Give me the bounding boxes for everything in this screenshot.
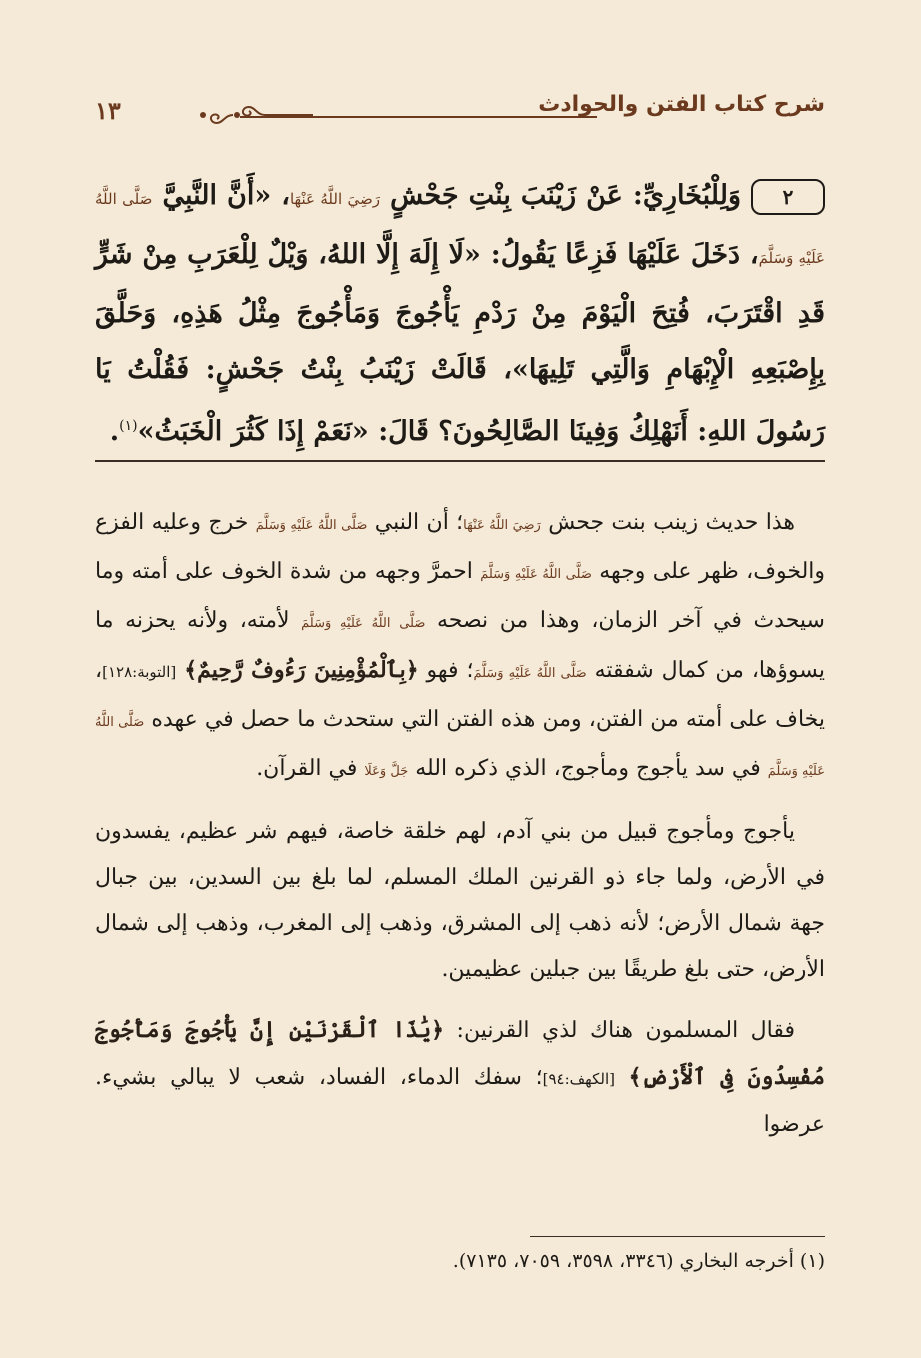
text-run: فقال المسلمون هناك لذي القرنين:	[456, 1018, 795, 1043]
running-header	[95, 92, 825, 132]
salawat-glyph: صَلَّى اللَّهُ عَلَيْهِ وَسَلَّمَ	[301, 616, 426, 631]
commentary-paragraph-2: يأجوج ومأجوج قبيل من بني آدم، لهم خلقة خاصة، فيهم شر عظيم، يفسدون في الأرض، ولما جاء ذو القرنين الملك المسلم، لما بلغ بين السدين، بين جبال جهة شمال الأرض؛ لأنه ذهب إلى المشرق، وذهب إلى المغرب، وذهب إلى شمال الأرض، حتى بلغ طريقًا بين جبلين عظيمين.	[95, 819, 825, 982]
running-title: شرح كتاب الفتن والحوادث	[538, 92, 825, 117]
text-run: في سد يأجوج ومأجوج، الذي ذكره الله	[415, 756, 761, 781]
commentary	[95, 500, 825, 1162]
section-divider	[95, 460, 825, 462]
quran-verse: ﴿يَٰذَا ٱلْقَرْنَيْنِ إِنَّ يَأْجُوجَ وَمَأْجُوجَ مُفْسِدُونَ فِى ٱلْأَرْضِ﴾	[95, 1017, 825, 1090]
hadith-quote-body: ، دَخَلَ عَلَيْهَا فَزِعًا يَقُولُ: «لَا إِلَهَ إِلَّا اللهُ، وَيْلٌ لِلْعَرَبِ مِنْ شَرٍّ قَدِ اقْتَرَبَ، فُتِحَ الْيَوْمَ مِنْ رَدْمِ يَأْجُوجَ وَمَأْجُوجَ مِثْلُ هَذِهِ، وَحَلَّقَ بِإِصْبَعِهِ الْإِبْهَامِ وَالَّتِي تَلِيهَا»، قَالَتْ زَيْنَبُ بِنْتُ جَحْشٍ: فَقُلْتُ يَا رَسُولَ اللهِ: أَنَهْلِكُ وَفِينَا الصَّالِحُونَ؟ قَالَ: «نَعَمْ إِذَا كَثُرَ الْخَبَثُ»	[95, 239, 825, 447]
salawat-glyph: صَلَّى اللَّهُ عَلَيْهِ وَسَلَّمَ	[480, 567, 592, 582]
hadith-end: .	[109, 416, 120, 447]
hadith-number-box: ٢	[751, 179, 825, 215]
text-run: لأمته، ولأنه يحزنه ما يسوؤها، من كمال شفقته	[95, 608, 825, 683]
salawat-glyph: صَلَّى اللَّهُ عَلَيْهِ وَسَلَّمَ	[473, 666, 587, 681]
text-run: هذا حديث زينب بنت جحش	[548, 510, 796, 535]
text-run: ؛ فهو	[426, 658, 474, 683]
verse-reference: [التوبة:١٢٨]	[102, 663, 177, 681]
scroll-ornament-icon	[195, 101, 315, 127]
salawat-glyph: صَلَّى اللَّهُ عَلَيْهِ وَسَلَّمَ	[255, 518, 368, 533]
honorific-female: رَضِيَ اللَّهُ عَنْهَا	[463, 518, 541, 533]
text-run: ، يخاف على أمته من الفتن، ومن هذه الفتن التي ستحدث ما حصل في عهده	[95, 658, 826, 732]
hadith-quote-start: «أَنَّ النَّبِيَّ	[162, 180, 272, 211]
hadith-text: ٢وَلِلْبُخَارِيِّ: عَنْ زَيْنَبَ بِنْتِ جَحْشٍ رَضِيَ اللَّهُ عَنْهَا، «أَنَّ النَّبِيَّ صَلَّى اللَّهُ عَلَيْهِ وَسَلَّمَ، دَخَلَ عَلَيْهَا فَزِعًا يَقُولُ: «لَا إِلَهَ إِلَّا اللهُ، وَيْلٌ لِلْعَرَبِ مِنْ شَرٍّ قَدِ اقْتَرَبَ، فُتِحَ الْيَوْمَ مِنْ رَدْمِ يَأْجُوجَ وَمَأْجُوجَ مِثْلُ هَذِهِ، وَحَلَّقَ بِإِصْبَعِهِ الْإِبْهَامِ وَالَّتِي تَلِيهَا»، قَالَتْ زَيْنَبُ بِنْتُ جَحْشٍ: فَقُلْتُ يَا رَسُولَ اللهِ: أَنَهْلِكُ وَفِينَا الصَّالِحُونَ؟ قَالَ: «نَعَمْ إِذَا كَثُرَ الْخَبَثُ»$^{(١)}$.	[95, 180, 825, 447]
text-run: ؛ سفك الدماء، الفساد، شعب لا يبالي بشيء. عرضوا	[95, 1065, 825, 1137]
text-run: احمرَّ وجهه من شدة الخوف على أمته وما سيحدث في آخر الزمان، وهذا من نصحه	[95, 559, 825, 633]
footnote-mark: (١)	[119, 418, 138, 434]
commentary-paragraph-3	[95, 1007, 825, 1148]
text-run: ؛ أن النبي	[374, 510, 464, 535]
honorific-allah: جَلَّ وَعَلَا	[364, 764, 409, 779]
hadith-intro: وَلِلْبُخَارِيِّ: عَنْ زَيْنَبَ بِنْتِ جَحْشٍ	[390, 180, 742, 211]
footnote-rule	[530, 1236, 825, 1237]
text-run: خرج وعليه الفزع والخوف، ظهر على وجهه	[95, 510, 826, 584]
commentary-paragraph-1	[95, 500, 825, 795]
footnote: (١) أخرجه البخاري (٣٣٤٦، ٣٥٩٨، ٧٠٥٩، ٧١٣٥).	[452, 1250, 825, 1272]
salawat-glyph: صَلَّى اللَّهُ عَلَيْهِ وَسَلَّمَ	[95, 715, 825, 779]
verse-reference: [الكهف:٩٤]	[542, 1070, 615, 1088]
honorific-female: رَضِيَ اللَّهُ عَنْهَا	[289, 190, 381, 208]
text-run: في القرآن.	[256, 756, 358, 781]
page-number: ١٣	[95, 96, 121, 125]
salawat-glyph: صَلَّى اللَّهُ عَلَيْهِ وَسَلَّمَ	[95, 190, 825, 267]
quran-verse: ﴿بِٱلْمُؤْمِنِينَ رَءُوفٌ رَّحِيمٌ﴾	[184, 657, 419, 683]
